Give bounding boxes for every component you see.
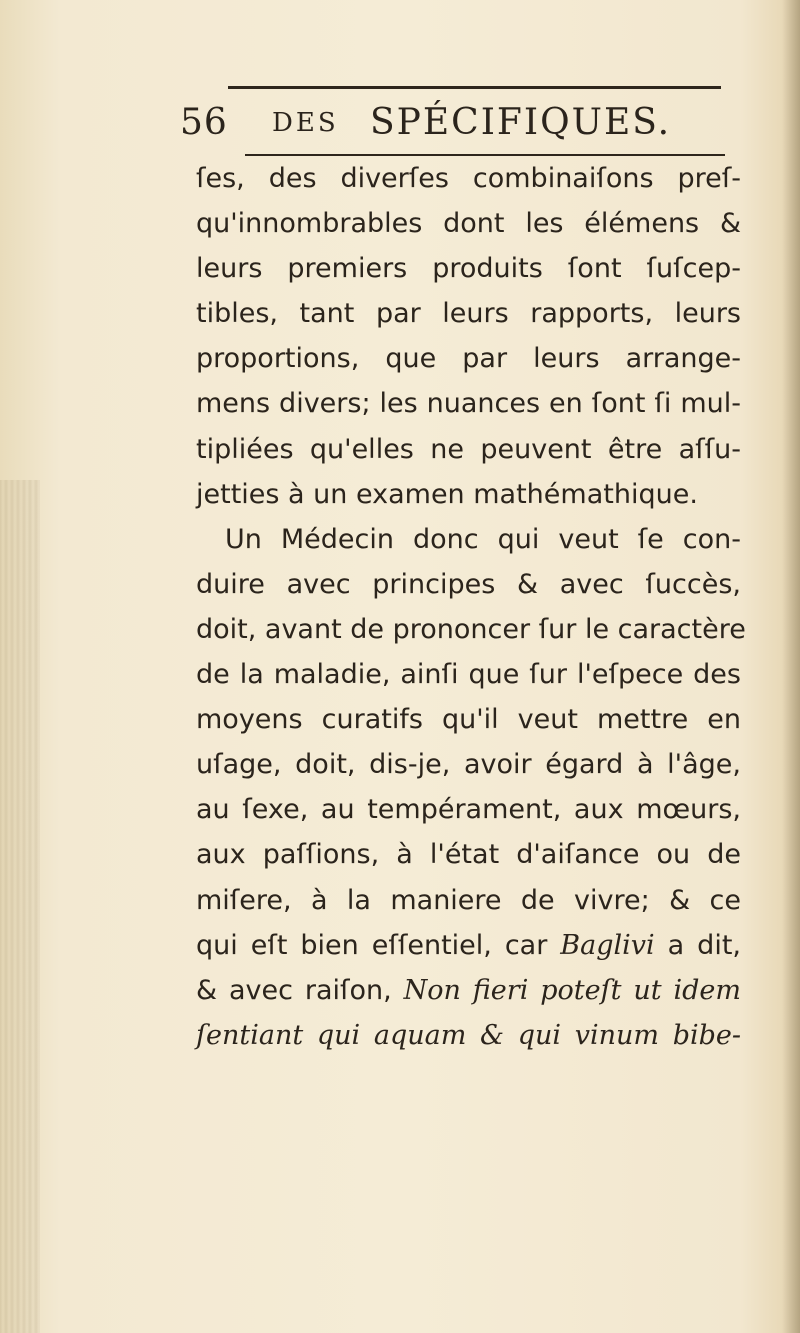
italic-name: Baglivi xyxy=(560,929,655,961)
latin-quote: ſentiant qui aquam & qui vinum bibe- xyxy=(196,1019,741,1051)
text-line xyxy=(196,923,741,968)
text-line: moyens curatifs qu'il veut mettre en xyxy=(196,704,741,736)
text-line: Un Médecin donc qui veut ſe con- xyxy=(225,523,741,555)
text-segment: qui eſt bien eſſentiel, car xyxy=(196,929,561,961)
text-line: ſes, des diverſes combinaiſons preſ- xyxy=(196,163,741,194)
latin-quote: Non fieri poteſt ut idem xyxy=(403,974,741,1006)
page-edge-shadow xyxy=(782,0,800,1333)
body-text xyxy=(196,156,746,1058)
text-line xyxy=(196,1013,741,1058)
text-line: tipliées qu'elles ne peuvent être aſſu- xyxy=(196,433,741,465)
text-line: uſage, doit, dis-je, avoir égard à l'âge, xyxy=(196,749,741,781)
header-rule-top xyxy=(228,86,721,89)
text-line: doit, avant de prononcer ſur le caractère xyxy=(196,613,746,645)
text-line: au ſexe, au tempérament, aux mœurs, xyxy=(196,794,741,826)
text-segment: & avec raiſon, xyxy=(196,974,404,1006)
running-header xyxy=(180,102,740,148)
text-line: tibles, tant par leurs rapports, leurs xyxy=(196,298,741,330)
text-line: leurs premiers produits ſont ſuſcep- xyxy=(196,253,741,285)
text-line: mens divers; les nuances en ſont ſi mul- xyxy=(196,388,741,420)
text-line: jetties à un examen mathémathique. xyxy=(196,478,698,510)
text-segment: a dit, xyxy=(654,929,741,961)
text-line xyxy=(196,968,741,1013)
text-line: qu'innombrables dont les élémens & xyxy=(196,208,741,240)
page-spine-shadow xyxy=(0,480,40,1333)
header-des: DES xyxy=(272,108,339,138)
page-number: 56 xyxy=(180,102,228,143)
text-line: proportions, que par leurs arrange- xyxy=(196,343,741,375)
text-line: de la maladie, ainſi que ſur l'eſpece des xyxy=(196,659,741,691)
text-line: miſere, à la maniere de vivre; & ce xyxy=(196,884,741,916)
text-line: aux paſſions, à l'état d'aiſance ou de xyxy=(196,839,741,871)
text-line: duire avec principes & avec ſuccès, xyxy=(196,568,741,600)
header-title: SPÉCIFIQUES. xyxy=(370,102,672,143)
